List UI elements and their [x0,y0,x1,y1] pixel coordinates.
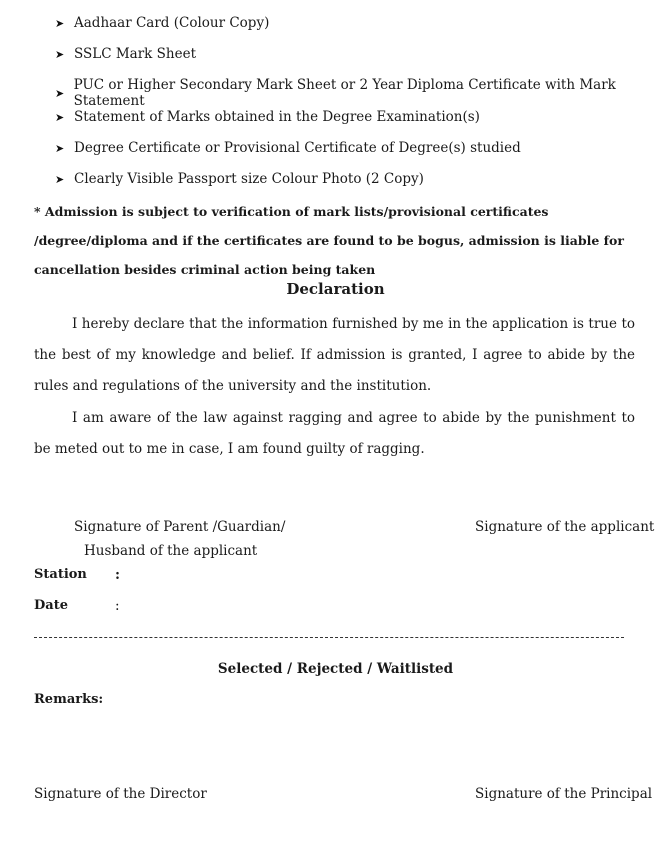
document-label: Clearly Visible Passport size Colour Photo (2 Copy) [74,171,424,187]
document-label: SSLC Mark Sheet [74,46,196,62]
admission-note: * Admission is subject to verification of mark lists/provisional certificates /degree/diploma and if the certificates are found to be bogus, admission is liable for cancellation besides criminal action being taken [34,204,624,277]
declaration-title: Declaration [286,280,385,298]
declaration-text: I hereby declare that the information furnished by me in the application is true to the best of my knowledge and belief. If admission is granted, I agree to abide by the rules and regulations of the university and the institution. [34,316,635,394]
document-item [55,140,521,156]
parent-signature-line2: Husband of the applicant [84,543,258,559]
parent-signature-line1: Signature of Parent /Guardian/ [74,519,286,535]
document-item [55,46,196,62]
ragging-paragraph [34,403,635,465]
arrow-bullet-icon: ➤ [55,86,65,100]
ragging-text: I am aware of the law against ragging and agree to abide by the punishment to be meted out to me in case, I am found guilty of ragging. [34,410,635,457]
principal-signature: Signature of the Principal [475,786,653,802]
document-item [55,171,424,187]
document-item [55,15,269,31]
document-label: Statement of Marks obtained in the Degree Examination(s) [74,109,480,125]
declaration-paragraph [34,309,635,402]
document-item [55,109,480,125]
selection-status: Selected / Rejected / Waitlisted [217,661,454,677]
arrow-bullet-icon: ➤ [55,110,65,124]
station-label: Station [34,567,87,582]
arrow-bullet-icon: ➤ [55,141,65,155]
director-signature: Signature of the Director [34,786,207,802]
station-colon: : [115,567,120,583]
document-label: Aadhaar Card (Colour Copy) [74,15,270,31]
remarks-label: Remarks: [34,692,104,707]
arrow-bullet-icon: ➤ [55,47,65,61]
date-label: Date [34,598,68,613]
separator-line [34,637,624,638]
document-label: PUC or Higher Secondary Mark Sheet or 2 Year Diploma Certificate with Mark Statement [73,77,616,109]
arrow-bullet-icon: ➤ [55,172,65,186]
arrow-bullet-icon: ➤ [55,16,65,30]
document-item [55,77,671,109]
document-label: Degree Certificate or Provisional Certificate of Degree(s) studied [74,140,521,156]
applicant-signature: Signature of the applicant [475,519,655,535]
date-colon: : [115,598,120,614]
